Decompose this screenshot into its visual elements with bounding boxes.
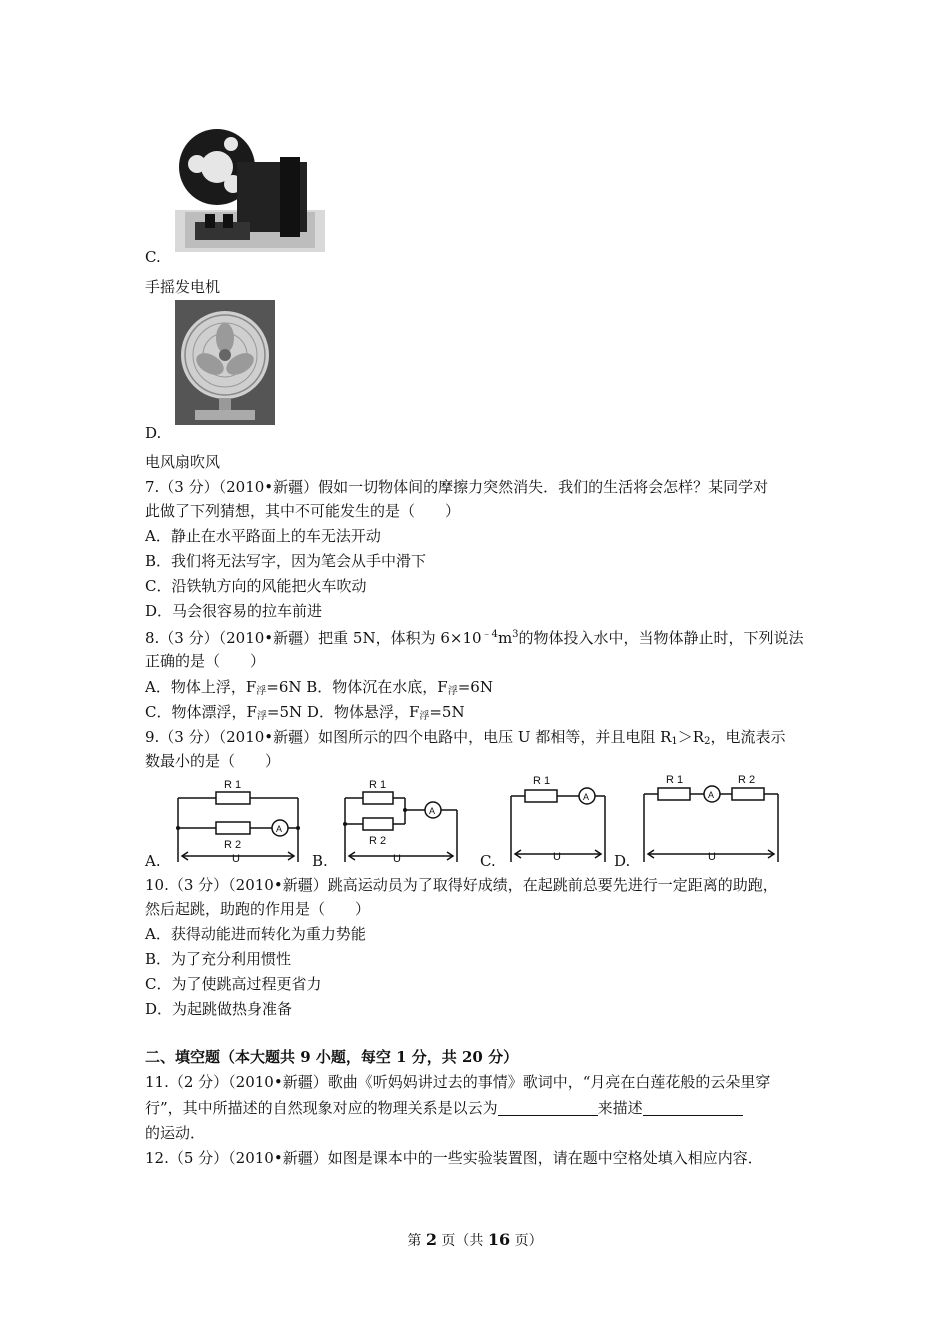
circuit-d-voltage-label: U bbox=[708, 851, 716, 863]
q6-option-c-caption: 手摇发电机 bbox=[145, 278, 221, 296]
circuit-d-r2-label: R 2 bbox=[738, 774, 756, 786]
q9-option-b-letter: B. bbox=[312, 852, 328, 870]
q7-option-c: C．沿铁轨方向的风能把火车吹动 bbox=[145, 577, 367, 595]
section2-heading: 二、填空题（本大题共 9 小题，每空 1 分，共 20 分） bbox=[145, 1048, 519, 1066]
q7-option-d: D．马会很容易的拉车前进 bbox=[145, 602, 323, 620]
q7-stem-line1: 7.（3 分）（2010•新疆）假如一切物体间的摩擦力突然消失．我们的生活将会怎样？某同学对 bbox=[145, 478, 769, 496]
q9-option-a-letter: A. bbox=[145, 852, 161, 870]
q6-option-c-letter: C. bbox=[145, 248, 161, 266]
page-footer: 第 2 页（共 16 页） bbox=[407, 1230, 543, 1249]
circuit-a-r2-label: R 2 bbox=[224, 839, 242, 851]
circuit-a-ammeter-label: A bbox=[276, 824, 283, 834]
circuit-c-r1-label: R 1 bbox=[533, 775, 551, 787]
q9-stem-line2: 数最小的是（ ） bbox=[145, 752, 281, 770]
circuit-a-r1-label: R 1 bbox=[224, 779, 242, 791]
circuit-b-ammeter-label: A bbox=[429, 806, 436, 816]
q8-options-ab: A．物体上浮，$F_浮=6N$ B．物体沉在水底，$F_浮=6N$ bbox=[145, 678, 493, 697]
q9-option-c-letter: C. bbox=[480, 852, 496, 870]
q11-blank-2[interactable] bbox=[643, 1099, 743, 1116]
circuit-b-diagram bbox=[335, 776, 465, 866]
circuit-b-r1-label: R 1 bbox=[369, 779, 387, 791]
q7-option-b: B．我们将无法写字，因为笔会从手中滑下 bbox=[145, 552, 427, 570]
circuit-d-diagram bbox=[636, 770, 786, 866]
q7-option-a: A．静止在水平路面上的车无法开动 bbox=[145, 527, 381, 545]
hand-generator-image bbox=[175, 122, 325, 257]
circuit-c-voltage-label: U bbox=[553, 851, 561, 863]
q8-stem-line2: 正确的是（ ） bbox=[145, 652, 266, 670]
q10-stem-line1: 10.（3 分）（2010•新疆）跳高运动员为了取得好成绩，在起跳前总要先进行一定距离的助跑， bbox=[145, 876, 778, 894]
circuit-b-r2-label: R 2 bbox=[369, 835, 387, 847]
q10-option-a: A．获得动能进而转化为重力势能 bbox=[145, 925, 366, 943]
q8-stem-line1: 8.（3 分）（2010•新疆）把重 5N，体积为 $6\times 10^{﹣4}m^3$的物体投入水中，当物体静止时，下列说法 bbox=[145, 629, 804, 647]
q11-stem-line1: 11.（2 分）（2010•新疆）歌曲《听妈妈讲过去的事情》歌词中，“月亮在白莲花般的云朵里穿 bbox=[145, 1073, 771, 1091]
q9-stem-line1: 9.（3 分）（2010•新疆）如图所示的四个电路中，电压 U 都相等，并且电阻 $R_1>R_2$，电流表示 bbox=[145, 728, 786, 747]
q10-option-d: D．为起跳做热身准备 bbox=[145, 1000, 293, 1018]
q10-option-b: B．为了充分利用惯性 bbox=[145, 950, 292, 968]
circuit-c-ammeter-label: A bbox=[583, 792, 590, 802]
circuit-d-ammeter-label: A bbox=[708, 790, 715, 800]
q11-stem-line2: 行”，其中所描述的自然现象对应的物理关系是以云为 来描述 bbox=[145, 1098, 743, 1118]
q6-option-d-letter: D. bbox=[145, 424, 162, 442]
circuit-b-voltage-label: U bbox=[393, 853, 401, 865]
electric-fan-image bbox=[175, 300, 275, 425]
page-number: 2 bbox=[425, 1230, 437, 1249]
q11-blank-1[interactable] bbox=[498, 1099, 598, 1116]
circuit-a-voltage-label: U bbox=[232, 853, 240, 865]
q11-stem-line3: 的运动． bbox=[145, 1124, 206, 1142]
circuit-c-diagram bbox=[503, 770, 613, 866]
q10-stem-line2: 然后起跳，助跑的作用是（ ） bbox=[145, 900, 371, 918]
circuit-d-r1-label: R 1 bbox=[666, 774, 684, 786]
q8-options-cd: C．物体漂浮，$F_浮=5N$ D．物体悬浮，$F_浮=5N$ bbox=[145, 703, 465, 722]
page-total: 16 bbox=[487, 1230, 511, 1249]
q6-option-d-caption: 电风扇吹风 bbox=[145, 453, 221, 471]
q7-stem-line2: 此做了下列猜想，其中不可能发生的是（ ） bbox=[145, 502, 461, 520]
q12-stem: 12.（5 分）（2010•新疆）如图是课本中的一些实验装置图，请在题中空格处填入相应内容． bbox=[145, 1149, 763, 1167]
q10-option-c: C．为了使跳高过程更省力 bbox=[145, 975, 322, 993]
q9-option-d-letter: D. bbox=[614, 852, 631, 870]
circuit-a-diagram bbox=[168, 776, 308, 866]
